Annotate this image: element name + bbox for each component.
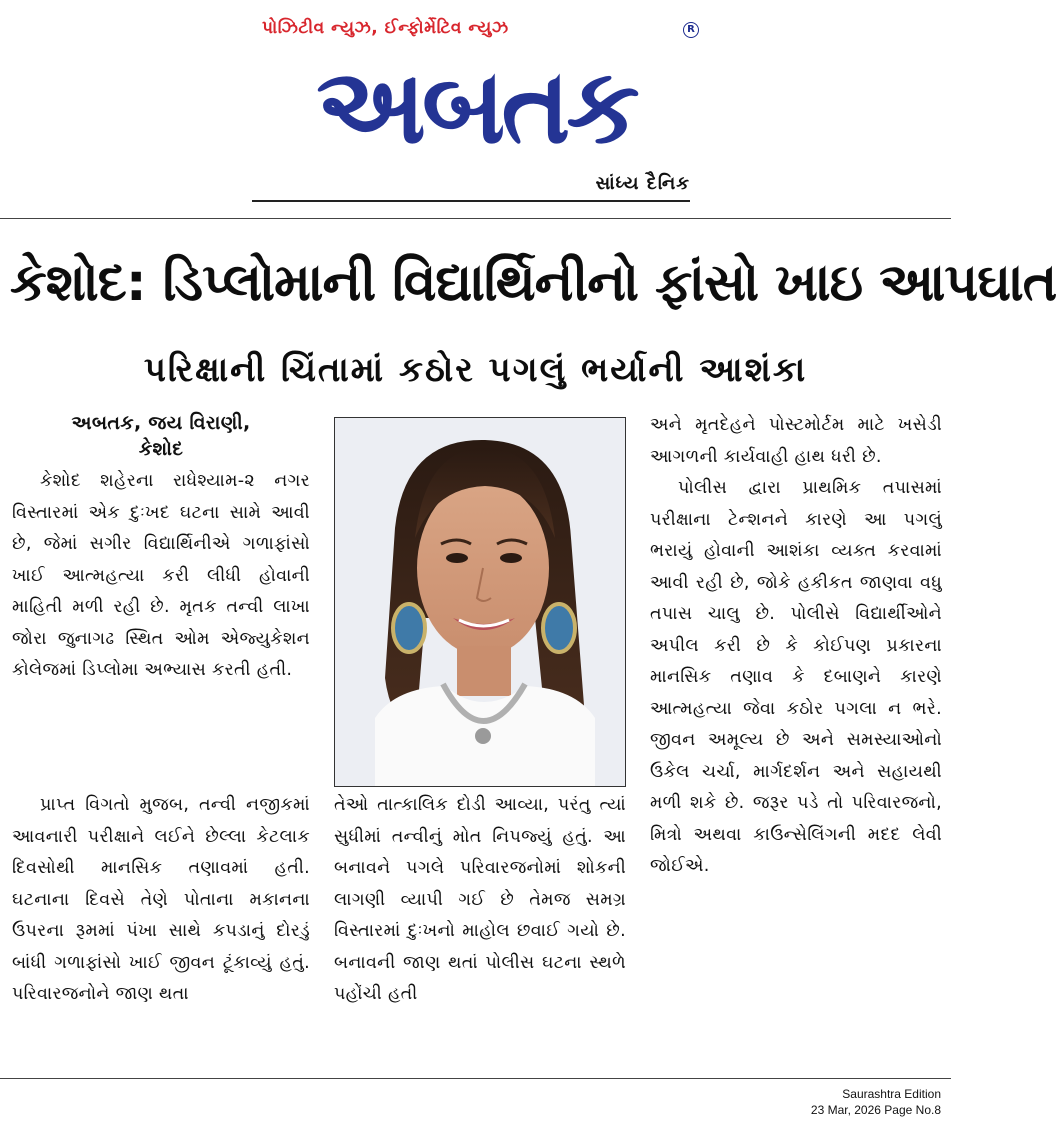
brand-subtitle: સાંધ્ય દૈનિક <box>595 173 690 194</box>
article-photo <box>334 417 626 787</box>
article-paragraph: પ્રાપ્ત વિગતો મુજબ, તન્વી નજીકમાં આવનારી પરીક્ષાને લઈને છેલ્લા કેટલાક દિવસોથી માનસિક તણાવમાં હતી. ઘટનાના દિવસે તેણે પોતાના મકાનના ઉપરના રૂમમાં પંખા સાથે કપડાનું દોરડું બાંધી ગળાફાંસો ખાઈ જીવન ટૂંકાવ્યું હતું. પરિવારજનોને જાણ થતા <box>12 795 310 1004</box>
byline-location: કેશોદ <box>138 438 184 460</box>
article-column-1 <box>12 410 310 790</box>
student-portrait-image <box>335 418 625 786</box>
header-divider <box>0 218 951 219</box>
masthead <box>0 0 951 215</box>
footer-divider <box>0 1078 951 1079</box>
byline-author: અબતક, જય વિરાણી, <box>71 412 251 434</box>
masthead-divider <box>252 200 690 202</box>
article-paragraph: તેઓ તાત્કાલિક દોડી આવ્યા, પરંતુ ત્યાં સુધીમાં તન્વીનું મોત નિપજ્યું હતું. આ બનાવને પગલે પરિવારજનોમાં શોકની લાગણી વ્યાપી ગઈ છે તેમજ સમગ્ર વિસ્તારમાં દુઃખનો માહોલ છવાઈ ગયો છે. બનાવની જાણ થતાં પોલીસ ઘટના સ્થળે પહોંચી હતી <box>334 795 626 1004</box>
page-footer <box>641 1086 941 1118</box>
article-headline: કેશોદ: ડિપ્લોમાની વિદ્યાર્થિનીનો ફાંસો ખાઇ આપઘાત <box>10 253 1056 313</box>
article-paragraph: પોલીસ દ્વારા પ્રાથમિક તપાસમાં પરીક્ષાના ટેન્શનને કારણે આ પગલું ભરાયું હોવાની આશંકા વ્યક્ત કરવામાં આવી રહી છે, જોકે હકીકત જાણવા વધુ તપાસ ચાલુ છે. પોલીસે વિદ્યાર્થીઓને અપીલ કરી છે કે કોઈપણ પ્રકારના માનસિક તણાવ કે દબાણને કારણે આત્મહત્યા જેવા કઠોર પગલા ન ભરે. જીવન અમૂલ્ય છે અને સમસ્યાઓનો ઉકેલ ચર્ચા, માર્ગદર્શન અને સહાયથી મળી શકે છે. જરૂર પડે તો પરિવારજનો, મિત્રો અથવા કાઉન્સેલિંગની મદદ લેવી જોઈએ. <box>650 478 942 876</box>
article-column-1-continued <box>12 790 310 1070</box>
masthead-tagline: પોઝિટીવ ન્યુઝ, ઈન્ફોર્મેટિવ ન્યુઝ <box>262 18 509 38</box>
brand-logo: અબતક <box>316 45 636 167</box>
byline <box>12 410 310 462</box>
registered-mark-icon: R <box>683 22 699 38</box>
article-column-3 <box>650 410 942 876</box>
article-column-2 <box>334 790 626 1070</box>
article-paragraph: અને મૃતદેહને પોસ્ટમોર્ટમ માટે ખસેડી આગળની કાર્યવાહી હાથ ધરી છે. <box>650 415 942 467</box>
article-paragraph: કેશોદ શહેરના રાધેશ્યામ-૨ નગર વિસ્તારમાં એક દુઃખદ ઘટના સામે આવી છે, જેમાં સગીર વિદ્યાર્થિનીએ ગળાફાંસો ખાઈ આત્મહત્યા કરી લીધી હોવાની માહિતી મળી રહી છે. મૃતક તન્વી લાખા જોરા જુનાગઢ સ્થિત ઓમ એજ્યુકેશન કોલેજમાં ડિપ્લોમા અભ્યાસ કરતી હતી. <box>12 471 310 680</box>
edition-label: Saurashtra Edition <box>842 1087 941 1101</box>
article-subheadline: પરિક્ષાની ચિંતામાં કઠોર પગલું ભર્યાની આશંકા <box>143 350 808 390</box>
date-page-label: 23 Mar, 2026 Page No.8 <box>810 1103 941 1117</box>
